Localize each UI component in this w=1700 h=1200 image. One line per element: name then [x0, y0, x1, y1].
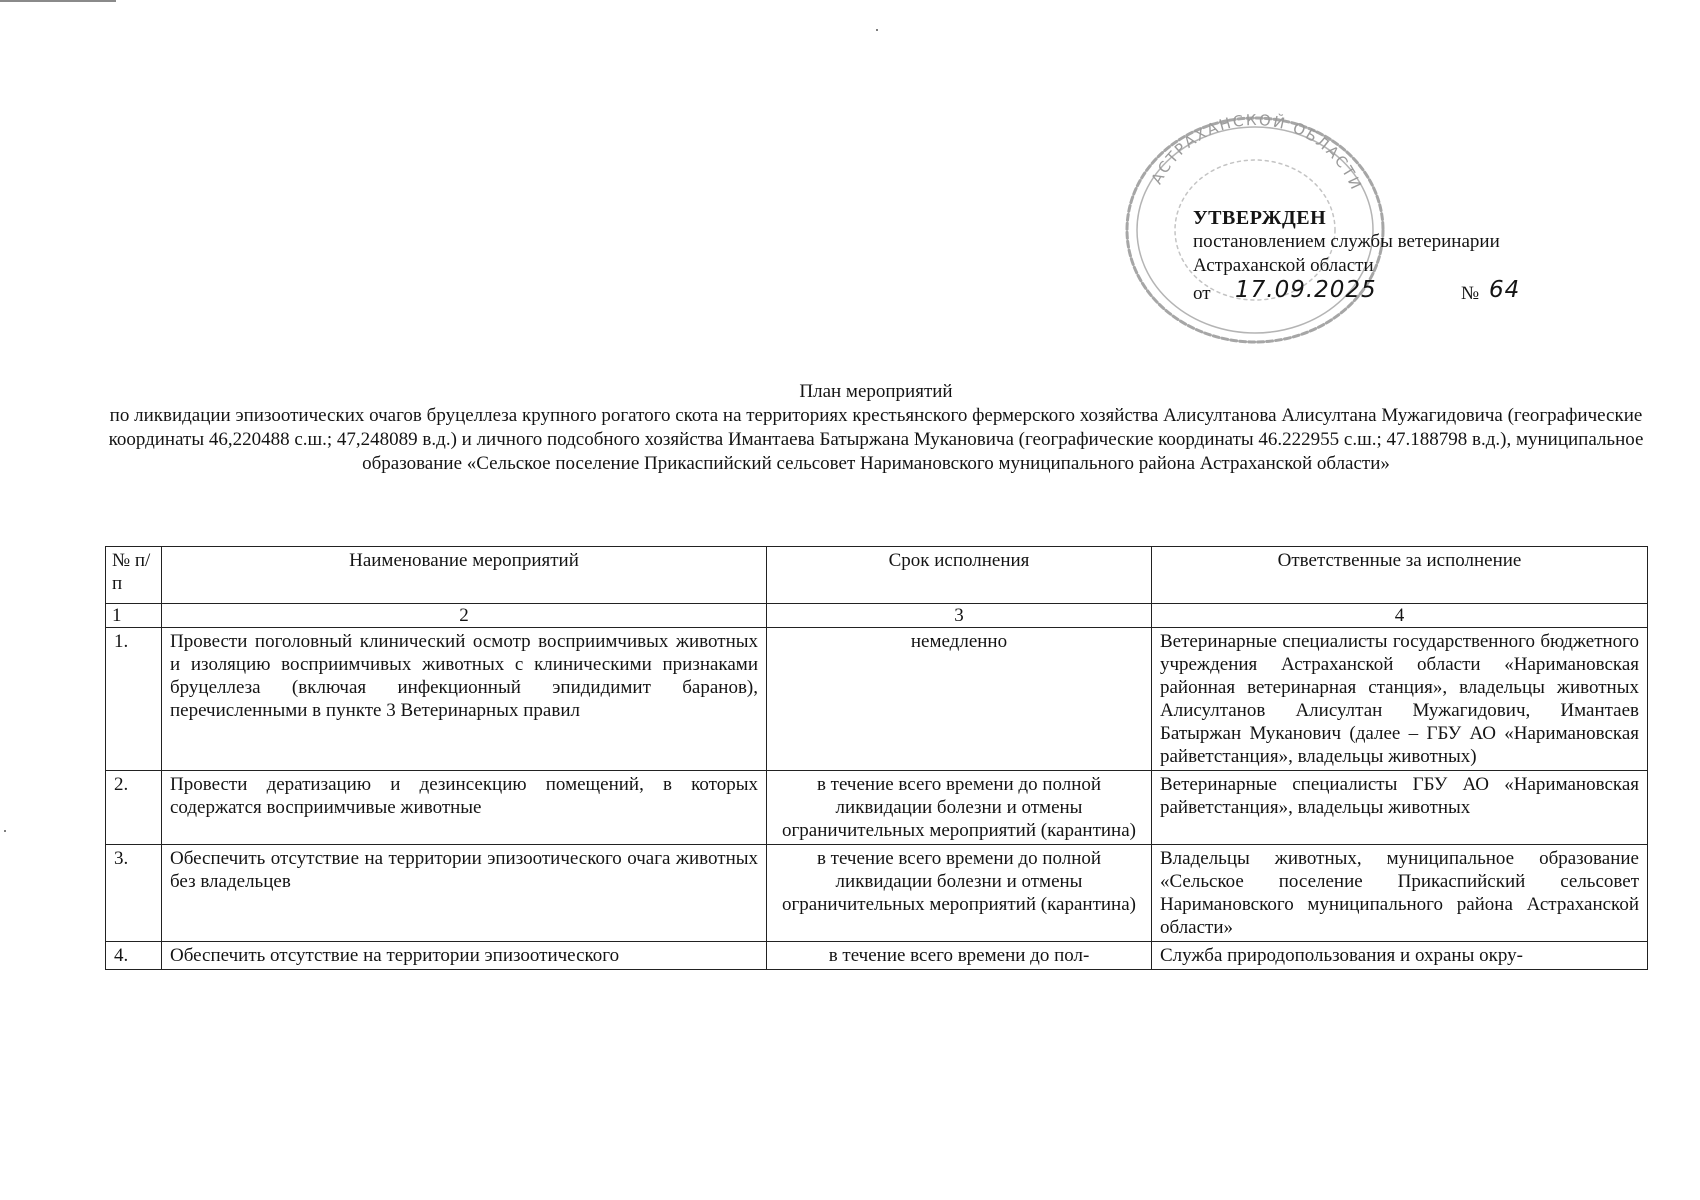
number-sign-label: №	[1461, 283, 1480, 304]
column-number-row	[106, 604, 1648, 628]
row-number: 3.	[106, 845, 162, 942]
approval-line-region: Астраханской области	[1193, 255, 1374, 276]
scan-speck	[876, 29, 878, 31]
row-deadline: немедленно	[767, 628, 1152, 771]
scan-edge-mark	[0, 0, 116, 2]
scan-speck	[4, 830, 6, 832]
document-title: План мероприятий	[799, 381, 953, 402]
seal-text: АСТРАХАНСКОЙ ОБЛАСТИ	[1147, 110, 1366, 194]
row-action: Обеспечить отсутствие на территории эпизоотического	[162, 942, 767, 970]
approval-block	[1193, 206, 1613, 308]
column-number: 3	[767, 604, 1152, 628]
row-number: 4.	[106, 942, 162, 970]
action-plan-table	[105, 546, 1648, 970]
row-responsible: Служба природопользования и охраны окру-	[1152, 942, 1648, 970]
header-responsible: Ответственные за исполнение	[1152, 547, 1648, 604]
row-deadline: в течение всего времени до полной ликвидации болезни и отмены ограничительных мероприятий (карантина)	[767, 771, 1152, 845]
header-action: Наименование мероприятий	[162, 547, 767, 604]
row-responsible: Ветеринарные специалисты государственного бюджетного учреждения Астраханской области «Наримановская районная ветеринарная станция», владельцы животных Алисултанов Алисултан Мужагидович, Имантаев Батыржан Муканович (далее – ГБУ АО «Наримановская райветстанция», владельцы животных)	[1152, 628, 1648, 771]
row-action: Провести дератизацию и дезинсекцию помещений, в которых содержатся восприимчивые животные	[162, 771, 767, 845]
table-row	[106, 628, 1648, 771]
handwritten-number: 64	[1489, 277, 1521, 303]
approval-date-row	[1193, 278, 1613, 308]
approval-heading: УТВЕРЖДЕН	[1193, 207, 1327, 229]
table-row	[106, 942, 1648, 970]
header-number: № п/п	[106, 547, 162, 604]
column-number: 2	[162, 604, 767, 628]
approval-line-authority: постановлением службы ветеринарии	[1193, 231, 1500, 252]
row-responsible: Владельцы животных, муниципальное образование «Сельское поселение Прикаспийский сельсовет Наримановского муниципального района Астраханской области»	[1152, 845, 1648, 942]
column-number: 1	[106, 604, 162, 628]
row-number: 1.	[106, 628, 162, 771]
row-action: Обеспечить отсутствие на территории эпизоотического очага животных без владельцев	[162, 845, 767, 942]
row-action: Провести поголовный клинический осмотр восприимчивых животных и изоляцию восприимчивых животных с клиническими признаками бруцеллеза (включая инфекционный эпидидимит баранов), перечисленными в пункте 3 Ветеринарных правил	[162, 628, 767, 771]
document-title-block	[105, 380, 1647, 476]
row-responsible: Ветеринарные специалисты ГБУ АО «Наримановская райветстанция», владельцы животных	[1152, 771, 1648, 845]
handwritten-date: 17.09.2025	[1235, 277, 1377, 303]
row-deadline: в течение всего времени до полной ликвидации болезни и отмены ограничительных мероприятий (карантина)	[767, 845, 1152, 942]
document-subtitle: по ликвидации эпизоотических очагов бруцеллеза крупного рогатого скота на территориях крестьянского фермерского хозяйства Алисултанова Алисултана Мужагидовича (географические координаты 46,220488 с.ш.; 47,248089 в.д.) и личного подсобного хозяйства Имантаева Батыржана Мукановича (географические координаты 46.222955 с.ш.; 47.188798 в.д.), муниципальное образование «Сельское поселение Прикаспийский сельсовет Наримановского муниципального района Астраханской области»	[108, 405, 1644, 474]
table-row	[106, 771, 1648, 845]
table-row	[106, 845, 1648, 942]
header-deadline: Срок исполнения	[767, 547, 1152, 604]
column-number: 4	[1152, 604, 1648, 628]
date-from-label: от	[1193, 283, 1211, 304]
row-deadline: в течение всего времени до пол-	[767, 942, 1152, 970]
table-header-row	[106, 547, 1648, 604]
row-number: 2.	[106, 771, 162, 845]
